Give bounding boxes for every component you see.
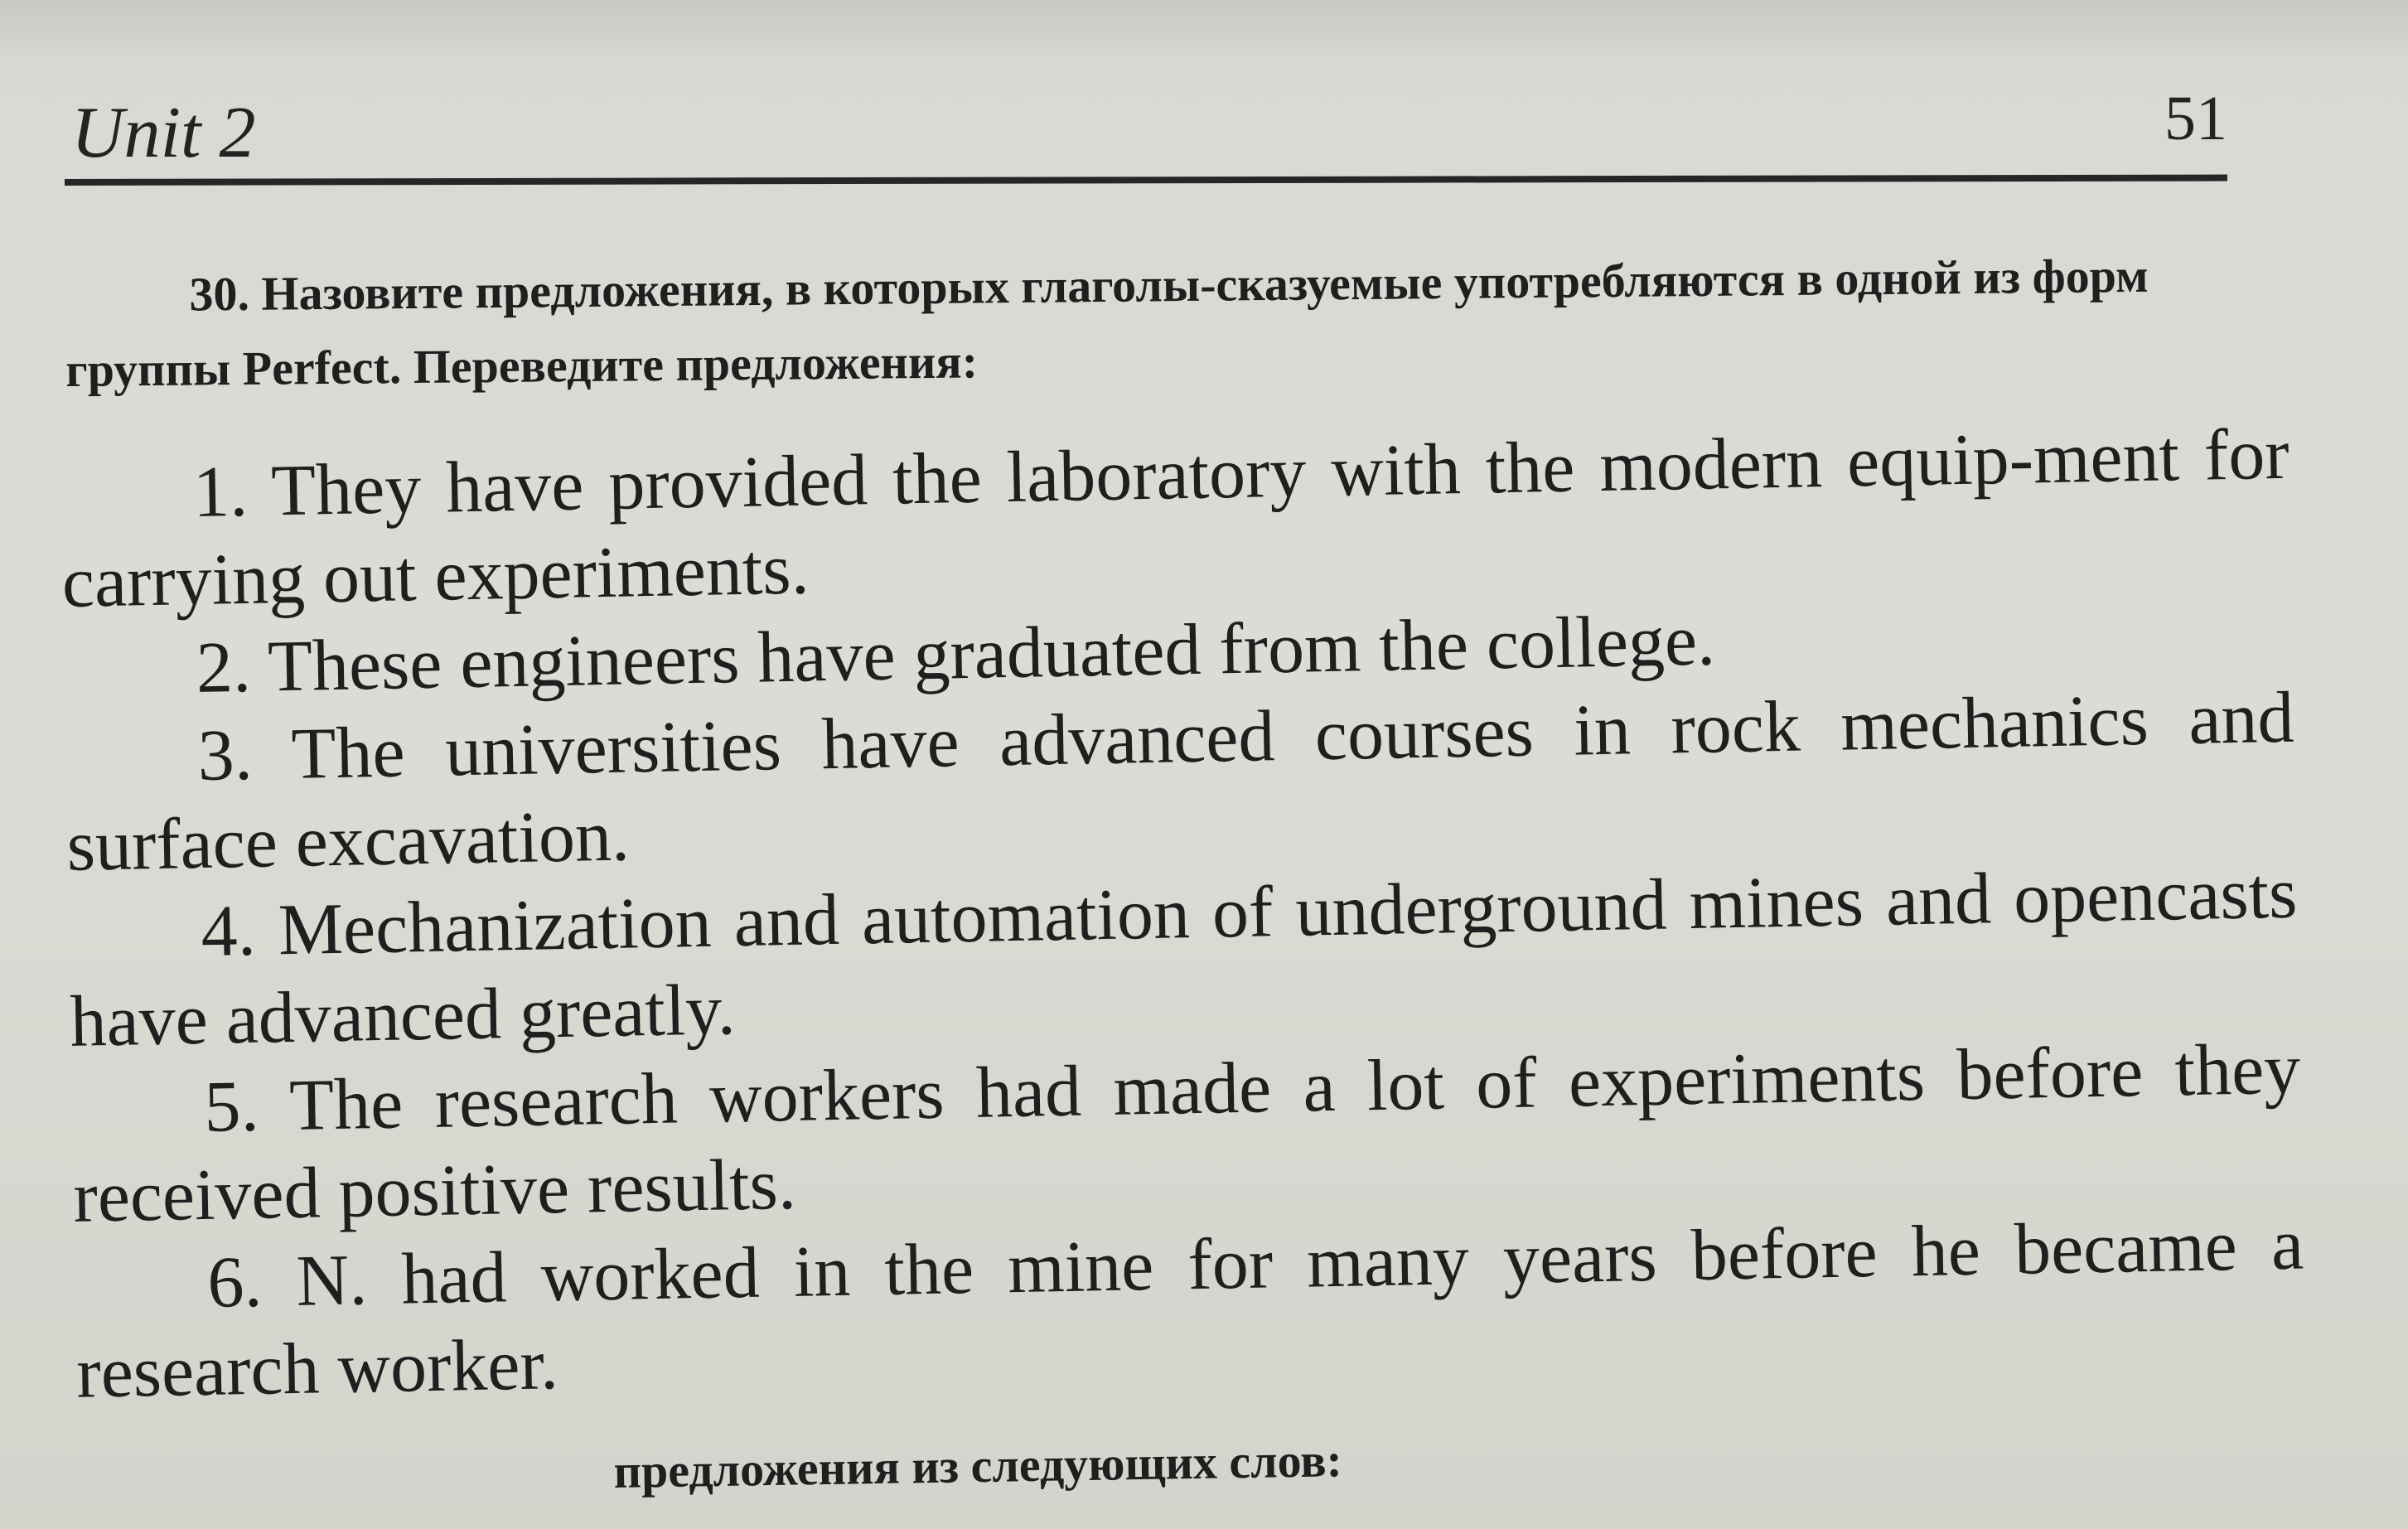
exercise-heading: 30. Назовите предложения, в которых глаголы-сказуемые употребляются в одной из форм группы Perfect. Переведите предложения:: [65, 248, 2149, 397]
page-header: [65, 83, 2227, 191]
next-exercise-heading: предложения из следующих слов:: [613, 1433, 1343, 1498]
unit-title: Unit 2: [71, 93, 256, 173]
header-rule: [65, 175, 2227, 186]
sentence-4: 4. Mechanization and automation of underground mines and opencasts have advanced greatly.: [69, 853, 2299, 1062]
sentence-1: 1. They have provided the laboratory with the modern equip-ment for carrying out experiments.: [61, 414, 2290, 623]
page-shadow: [0, 0, 2408, 66]
sentence-5: 5. The research workers had made a lot of experiments before they received positive results.: [72, 1028, 2301, 1238]
sentence-3: 3. The universities have advanced courses in rock mechanics and surface excavation.: [65, 677, 2295, 887]
sentence-6: 6. N. had worked in the mine for many years before he became a research worker.: [75, 1204, 2304, 1414]
sentence-2: 2. These engineers have graduated from the college.: [195, 600, 1716, 709]
sentence-list: [60, 411, 2306, 1418]
page-number: 51: [2164, 84, 2227, 153]
